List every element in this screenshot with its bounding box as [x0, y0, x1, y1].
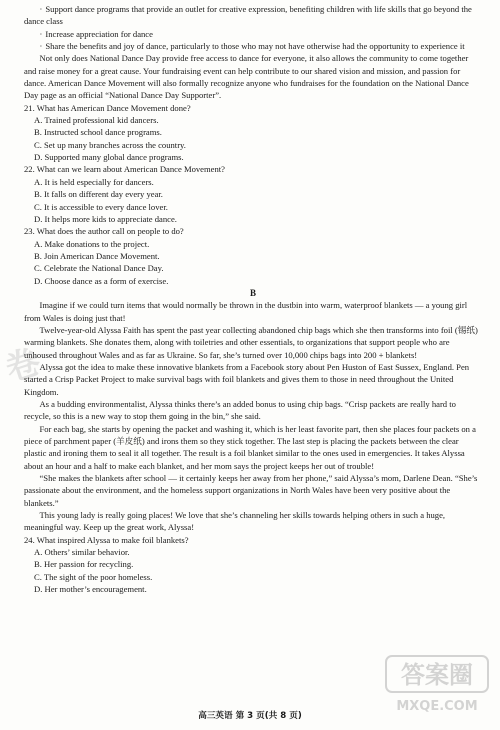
question-stem: 24. What inspired Alyssa to make foil blankets? [24, 534, 189, 545]
bullet-dot: · [39, 41, 43, 52]
svg-text:MXQE.COM: MXQE.COM [396, 699, 478, 714]
bullet-dot: · [39, 4, 43, 14]
question-stem: 22. What can we learn about American Dance Movement? [24, 164, 225, 175]
option-d: D. Supported many global dance programs. [34, 152, 184, 163]
option-d: D. Choose dance as a form of exercise. [34, 275, 169, 286]
question-23 [24, 225, 482, 287]
passage-a-paragraph: Not only does National Dance Day provide free access to dance for everyone, it also allows the community to come together and raise money for a great cause. Your fundraising event can help contribute to our shared vision and mission, and passion for dance. American Dance Movement will also formally recognize anyone who fundraises for the foundation on the National Dance Day page as an official “National Dance Day Supporter”. [24, 53, 469, 101]
option-d: D. It helps more kids to appreciate dance. [34, 213, 177, 224]
option-c: C. It is accessible to every dance lover. [34, 201, 168, 212]
passage-b-paragraph: Twelve-year-old Alyssa Faith has spent the past year collecting abandoned chip bags which she then transforms into foil (锡纸) warming blankets. She donates them, along with toiletries and other essentials, to organizations that support people who are unhoused throughout Wales and as far as Ukraine. So far, she’s turned over 10,000 chips bags into 200 + blankets! [24, 324, 478, 360]
bullet-item [24, 28, 482, 40]
passage-b-paragraph: As a budding environmentalist, Alyssa thinks there’s an added bonus to using chip bags. “Crisp packets are really hard to recycle, so this is a new way to stop them going in the bin,” she said. [24, 399, 456, 422]
passage-b-paragraph: For each bag, she starts by opening the packet and washing it, which is her least favorite part, then she places four packets on a piece of parchment paper (羊皮纸) and irons them so they stick together. The last step is placing the packets between the clear plastic and ironing them to seal it all together. The result is a foil blanket similar to the ones used in emergencies. It takes Alyssa about an hour and a half to make each blanket, and her mom says the project keeps her out of trouble! [24, 423, 476, 471]
page-body [24, 3, 482, 596]
option-a: A. Make donations to the project. [34, 238, 150, 249]
question-stem: 21. What has American Dance Movement done? [24, 102, 191, 113]
question-22 [24, 163, 482, 225]
passage-b-paragraph: Alyssa got the idea to make these innovative blankets from a Facebook story about Pen Huston of East Sussex, England. Pen started a Crisp Packet Project to make survival bags with foil blankets and gives them to those in need throughout the United Kingdom. [24, 361, 470, 397]
bullet-text: Share the benefits and joy of dance, particularly to those who may not have otherwise had the opportunity to experience it [45, 41, 465, 52]
section-heading: B [249, 287, 256, 298]
svg-text:答案圈: 答案圈 [401, 661, 473, 689]
option-a: A. Trained professional kid dancers. [34, 115, 159, 126]
question-stem: 23. What does the author call on people to do? [24, 226, 184, 237]
faint-stamp-watermark: 卷 [0, 341, 46, 391]
option-d: D. Her mother’s encouragement. [34, 584, 147, 595]
page-footer: 高三英语 第 3 页(共 8 页) [198, 711, 302, 721]
option-c: C. The sight of the poor homeless. [34, 571, 153, 582]
option-b: B. Instructed school dance programs. [34, 127, 162, 138]
bullet-item [24, 40, 482, 52]
bullet-text: Support dance programs that provide an outlet for creative expression, benefiting children with life skills that go beyond the dance class [24, 4, 472, 27]
bullet-item [24, 3, 482, 28]
passage-b-paragraph: Imagine if we could turn items that would normally be thrown in the dustbin into warm, waterproof blankets — a young girl from Wales is doing just that! [24, 300, 468, 323]
option-b: B. It falls on different day every year. [34, 189, 163, 200]
passage-b-paragraph: “She makes the blankets after school — it certainly keeps her away from her phone,” said Alyssa’s mom, Darlene Dean. “She’s passionate about the environment, and the homeless support organizations in North Wales have been very positive about the blankets.” [24, 473, 478, 508]
option-c: C. Set up many branches across the country. [34, 139, 186, 150]
option-b: B. Join American Dance Movement. [34, 250, 160, 261]
question-21 [24, 102, 482, 164]
option-a: A. It is held especially for dancers. [34, 176, 154, 187]
option-a: A. Others’ similar behavior. [34, 547, 130, 558]
passage-b-paragraph: This young lady is really going places! We love that she’s channeling her skills towards helping others in such a huge, meaningful way. Keep up the great work, Alyssa! [24, 510, 446, 533]
option-c: C. Celebrate the National Dance Day. [34, 263, 164, 274]
option-b: B. Her passion for recycling. [34, 559, 134, 570]
bullet-text: Increase appreciation for dance [45, 28, 153, 39]
bullet-dot: · [39, 28, 43, 39]
question-24 [24, 534, 482, 596]
